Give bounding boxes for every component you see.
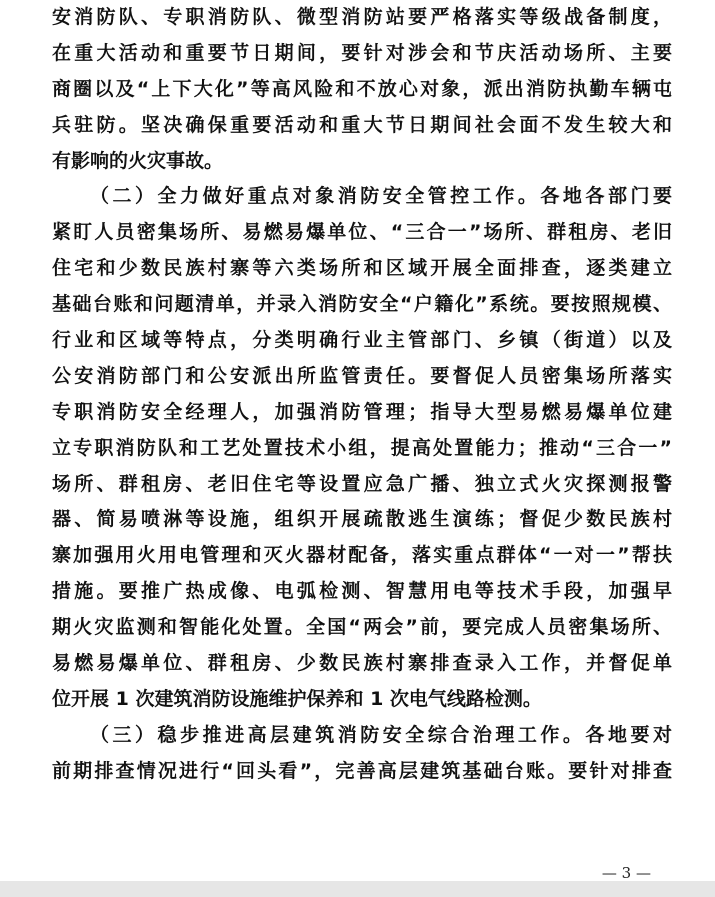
text-line: 在重大活动和重要节日期间，要针对涉会和节庆活动场所、主要 [52,41,672,64]
text-line: 住宅和少数民族村寨等六类场所和区域开展全面排查，逐类建立 [52,257,672,280]
text-line: 基础台账和问题清单，并录入消防安全“户籍化”系统。要按照规模、 [52,293,672,316]
text-line: 立专职消防队和工艺处置技术小组，提高处置能力；推动“三合一” [52,436,672,459]
paragraph [52,0,672,179]
text-line: （三）稳步推进高层建筑消防安全综合治理工作。各地要对 [90,723,672,746]
document-body [52,0,672,790]
text-line: 场所、群租房、老旧住宅等设置应急广播、独立式火灾探测报警 [52,472,672,495]
text-line: 措施。要推广热成像、电弧检测、智慧用电等技术手段，加强早 [52,580,672,603]
text-line: 前期排查情况进行“回头看”，完善高层建筑基础台账。要针对排查 [52,759,672,782]
page-number: — 3 — [601,864,651,881]
text-line: （二）全力做好重点对象消防安全管控工作。各地各部门要 [90,185,672,208]
text-line: 公安消防部门和公安派出所监管责任。要督促人员密集场所落实 [52,364,672,387]
text-line: 专职消防安全经理人，加强消防管理；指导大型易燃易爆单位建 [52,400,672,423]
viewer-footer-strip [0,881,715,897]
text-line: 寨加强用火用电管理和灭火器材配备，落实重点群体“一对一”帮扶 [52,544,672,567]
text-line: 易燃易爆单位、群租房、少数民族村寨排查录入工作，并督促单 [52,652,672,675]
text-line: 兵驻防。坚决确保重要活动和重大节日期间社会面不发生较大和 [52,113,672,136]
text-line: 紧盯人员密集场所、易燃易爆单位、“三合一”场所、群租房、老旧 [52,221,672,244]
text-line: 位开展 1 次建筑消防设施维护保养和 1 次电气线路检测。 [52,687,542,710]
text-line: 行业和区域等特点，分类明确行业主管部门、乡镇（街道）以及 [52,329,672,352]
text-line: 商圈以及“上下大化”等高风险和不放心对象，派出消防执勤车辆屯 [52,77,672,100]
paragraph [52,718,672,790]
text-line: 期火灾监测和智能化处置。全国“两会”前，要完成人员密集场所、 [52,616,672,639]
text-line: 器、简易喷淋等设施，组织开展疏散逃生演练；督促少数民族村 [52,508,672,531]
text-line: 安消防队、专职消防队、微型消防站要严格落实等级战备制度， [52,6,672,28]
paragraph [52,179,672,717]
text-line: 有影响的火灾事故。 [52,149,224,172]
